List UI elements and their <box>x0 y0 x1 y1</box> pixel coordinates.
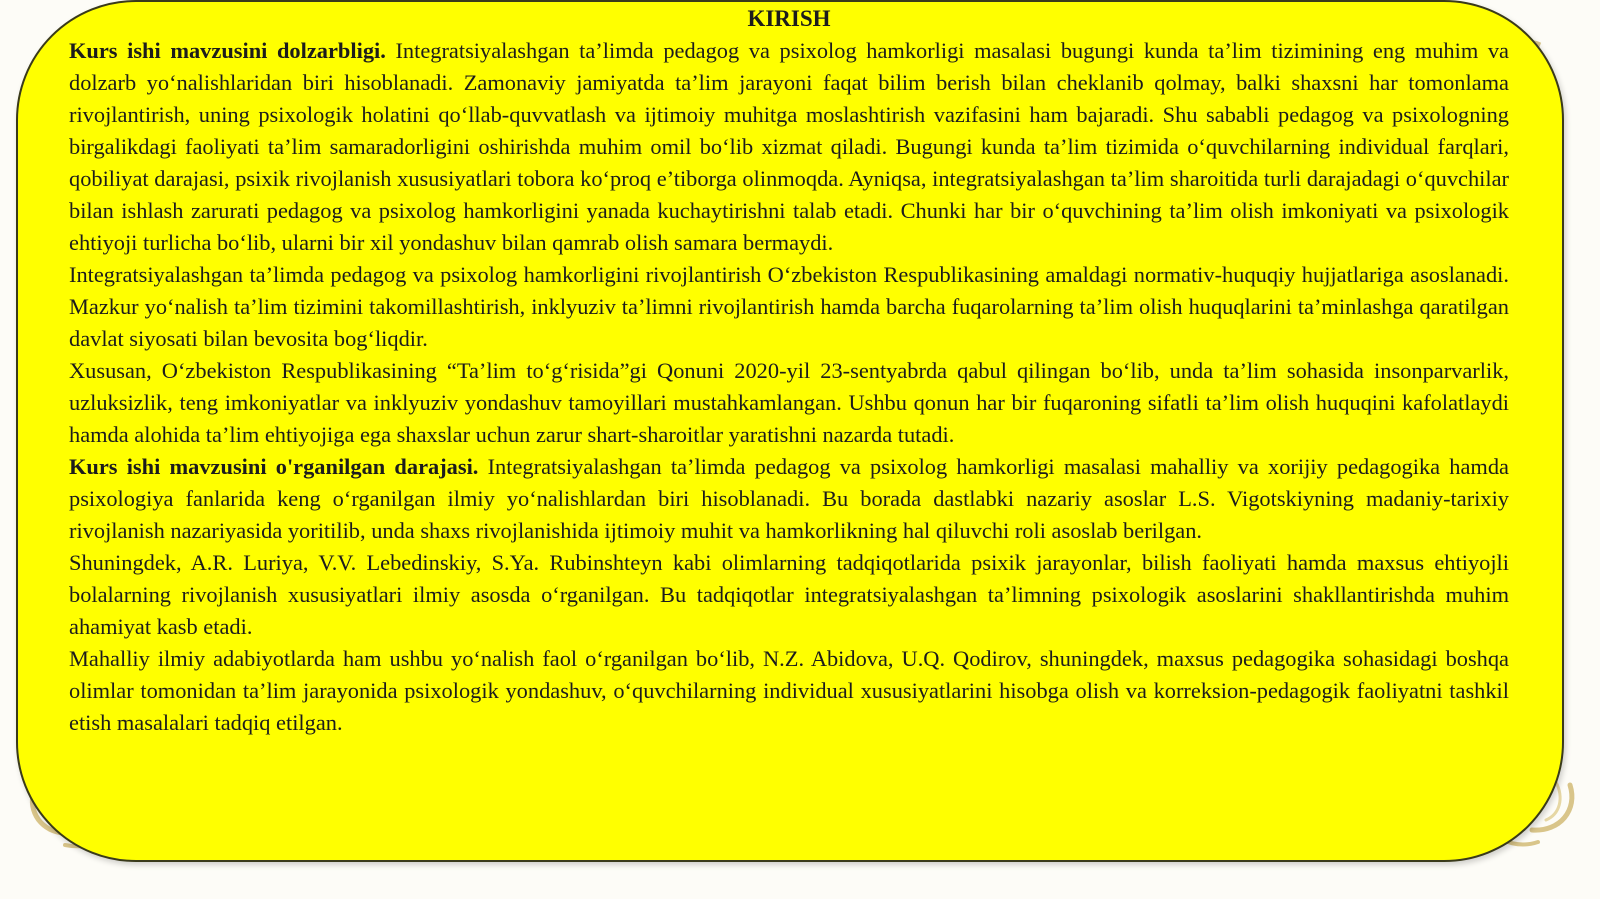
paragraph-relevance <box>69 35 1509 259</box>
paragraph-text: Integratsiyalashgan ta’limda pedagog va psixolog hamkorligi masalasi mahalliy va xorijiy pedagogika hamda psixologiya fanlarida keng o‘rganilgan ilmiy yo‘nalishlardan biri hisoblanadi. Bu borada dastlabki nazariy asoslar L.S. Vigotskiyning madaniy-tarixiy rivojlanish nazariyasida yoritilib, unda shaxs rivojlanishida ijtimoiy muhit va hamkorlikning hal qiluvchi roli asoslab berilgan. <box>69 454 1509 543</box>
paragraph-text: Mahalliy ilmiy adabiyotlarda ham ushbu yo‘nalish faol o‘rganilgan bo‘lib, N.Z. Abidova, U.Q. Qodirov, shuningdek, maxsus pedagogika sohasidagi boshqa olimlar tomonidan ta’lim jarayonida psixologik yondashuv, o‘quvchilarning individual xususiyatlarini hisobga olish va korreksion-pedagogik faoliyatni tashkil etish masalalari tadqiq etilgan. <box>69 646 1509 735</box>
paragraph-study-level <box>69 451 1509 547</box>
paragraph-text: Xususan, O‘zbekiston Respublikasining “Ta’lim to‘g‘risida”gi Qonuni 2020-yil 23-sentyabrda qabul qilingan bo‘lib, unda ta’lim sohasida insonparvarlik, uzluksizlik, teng imkoniyatlar va inklyuziv yondashuv tamoyillari mustahkamlangan. Ushbu qonun har bir fuqaroning sifatli ta’lim olish huquqini kafolatlaydi hamda alohida ta’lim ehtiyojiga ega shaxslar uchun zarur shart-sharoitlar yaratishni nazarda tutadi. <box>69 358 1509 447</box>
paragraph-text: Integratsiyalashgan ta’limda pedagog va psixolog hamkorligini rivojlantirish O‘zbekiston Respublikasining amaldagi normativ-huquqiy hujjatlariga asoslanadi. Mazkur yo‘nalish ta’lim tizimini takomillashtirish, inklyuziv ta’limni rivojlantirish hamda barcha fuqarolarning ta’lim olish huquqlarini ta’minlashga qaratilgan davlat siyosati bilan bevosita bog‘liqdir. <box>69 262 1509 351</box>
slide-title: KIRISH <box>747 6 831 31</box>
paragraph-text: Integratsiyalashgan ta’limda pedagog va psixolog hamkorligi masalasi bugungi kunda ta’lim tizimining eng muhim va dolzarb yo‘nalishlaridan biri hisoblanadi. Zamonaviy jamiyatda ta’lim jarayoni faqat bilim berish bilan cheklanib qolmay, balki shaxsni har tomonlama rivojlantirish, uning psixologik holatini qo‘llab-quvvatlash va ijtimoiy muhitga moslashtirish vazifasini ham bajaradi. Shu sababli pedagog va psixologning birgalikdagi faoliyati ta’lim samaradorligini oshirishda muhim omil bo‘lib xizmat qiladi. Bugungi kunda ta’lim tizimida o‘quvchilarning individual farqlari, qobiliyat darajasi, psixik rivojlanish xususiyatlari tobora ko‘proq e’tiborga olinmoqda. Ayniqsa, integratsiyalashgan ta’lim sharoitida turli darajadagi o‘quvchilar bilan ishlash zarurati pedagog va psixolog hamkorligini yanada kuchaytirishni talab etadi. Chunki har bir o‘quvchining ta’lim olish imkoniyati va psixologik ehtiyoji turlicha bo‘lib, ularni bir xil yondashuv bilan qamrab olish samara bermaydi. <box>69 38 1509 255</box>
paragraph-education-law <box>69 355 1509 451</box>
paragraph-researchers <box>69 547 1509 643</box>
paragraph-text: Shuningdek, A.R. Luriya, V.V. Lebedinskiy, S.Ya. Rubinshteyn kabi olimlarning tadqiqotlarida psixik jarayonlar, bilish faoliyati hamda maxsus ehtiyojli bolalarning rivojlanish xususiyatlari ilmiy asosda o‘rganilgan. Bu tadqiqotlar integratsiyalashgan ta’limning psixologik asoslarini shakllantirishda muhim ahamiyat kasb etadi. <box>69 550 1509 639</box>
paragraph-legal-basis <box>69 259 1509 355</box>
paragraph-local-literature <box>69 643 1509 739</box>
paragraph-heading-relevance: Kurs ishi mavzusini dolzarbligi. <box>69 38 386 63</box>
paragraph-heading-study-level: Kurs ishi mavzusini o'rganilgan darajasi. <box>69 454 479 479</box>
slide-content <box>69 3 1509 739</box>
